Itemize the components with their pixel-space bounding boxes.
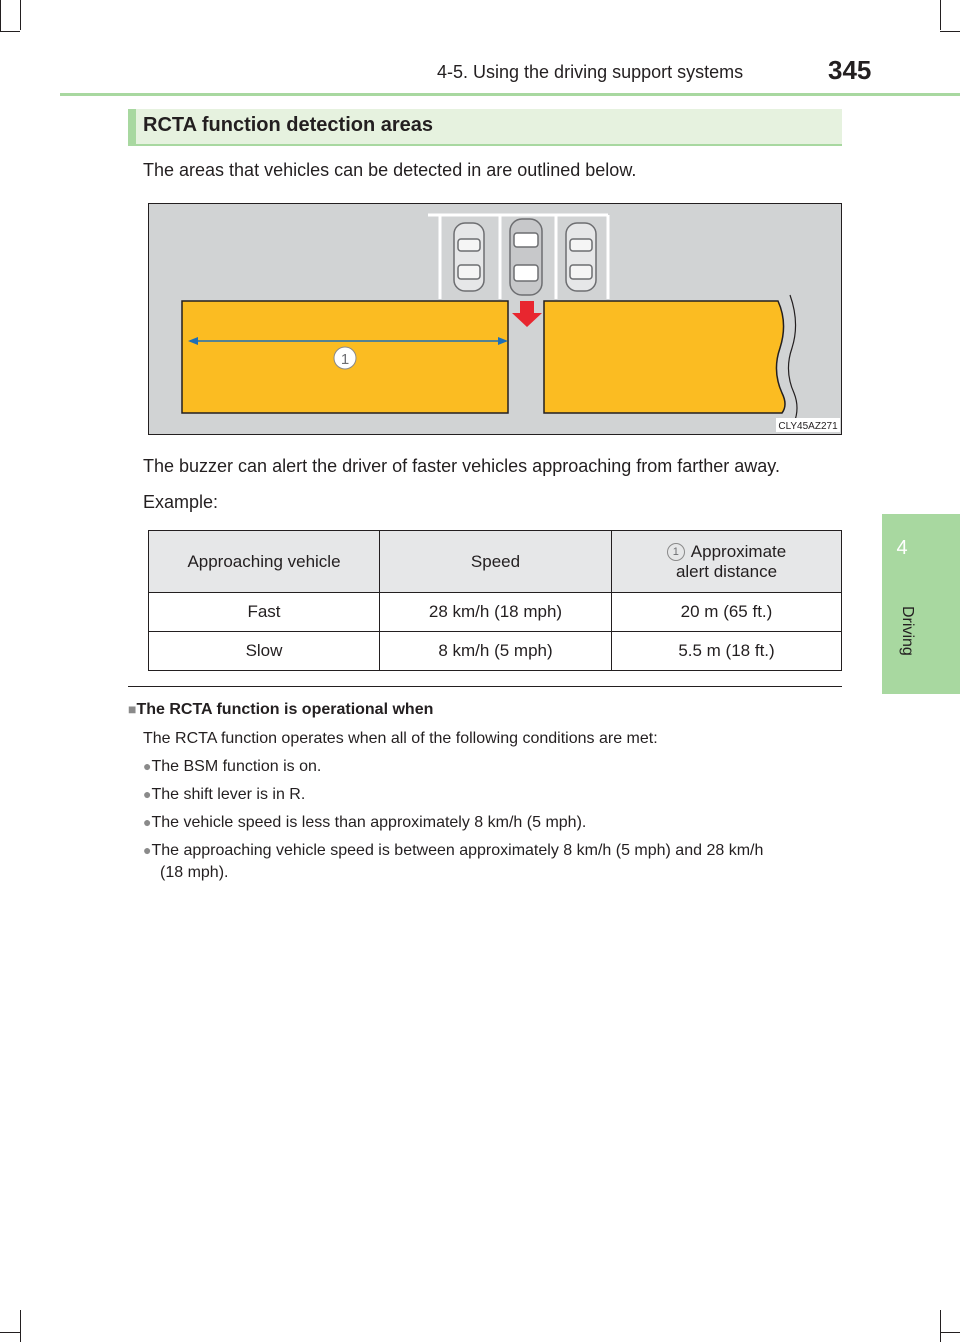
col-header-speed: Speed xyxy=(380,531,612,593)
header-rule xyxy=(60,93,960,96)
detection-area-figure xyxy=(148,203,842,435)
bullet-icon: ● xyxy=(143,786,152,802)
list-item-continuation: (18 mph). xyxy=(160,864,229,881)
chapter-label: Driving xyxy=(899,606,916,656)
parked-car-right xyxy=(566,223,596,291)
figure-callout: 1 xyxy=(340,351,350,368)
crop-mark xyxy=(940,1332,960,1333)
table-ref-badge: 1 xyxy=(667,543,685,561)
own-car xyxy=(510,219,542,295)
page-number: 345 xyxy=(828,55,872,85)
list-item: ●The shift lever is in R. xyxy=(143,786,306,803)
crop-mark xyxy=(940,31,960,32)
bullet-icon: ● xyxy=(143,842,152,858)
note-heading: ■The RCTA function is operational when xyxy=(128,701,434,718)
list-item: ●The vehicle speed is less than approximately 8 km/h (5 mph). xyxy=(143,814,587,831)
header-section-title: 4-5. Using the driving support systems xyxy=(437,62,744,82)
figure-code: CLY45AZ271 xyxy=(778,421,838,432)
section-heading-accent xyxy=(128,109,136,146)
chapter-number: 4 xyxy=(896,537,908,559)
crop-mark xyxy=(0,1332,20,1333)
example-label: Example: xyxy=(143,492,219,512)
col-header-vehicle: Approaching vehicle xyxy=(149,531,380,593)
buzzer-text: The buzzer can alert the driver of faster vehicles approaching from farther away. xyxy=(143,456,780,476)
crop-mark xyxy=(0,0,1,32)
crop-mark xyxy=(20,1310,21,1342)
crop-mark xyxy=(20,0,21,30)
crop-mark xyxy=(0,31,20,32)
note-divider xyxy=(128,686,842,687)
section-title: RCTA function detection areas xyxy=(143,114,434,136)
bullet-icon: ● xyxy=(143,758,152,774)
table-row: Slow 8 km/h (5 mph) 5.5 m (18 ft.) xyxy=(149,632,842,671)
square-bullet-icon: ■ xyxy=(128,701,137,717)
bullet-icon: ● xyxy=(143,814,152,830)
table-row: Fast 28 km/h (18 mph) 20 m (65 ft.) xyxy=(149,593,842,632)
detection-area-right xyxy=(544,301,785,413)
alert-distance-table xyxy=(148,530,842,671)
note-intro: The RCTA function operates when all of the following conditions are met: xyxy=(143,730,658,747)
parked-car-left xyxy=(454,223,484,291)
crop-mark xyxy=(940,1310,941,1342)
list-item: ●The approaching vehicle speed is between approximately 8 km/h (5 mph) and 28 km/h xyxy=(143,842,764,859)
section-intro: The areas that vehicles can be detected in are outlined below. xyxy=(143,160,637,180)
crop-mark xyxy=(940,0,941,30)
col-header-distance: 1 Approximate alert distance xyxy=(612,531,842,593)
list-item: ●The BSM function is on. xyxy=(143,758,322,775)
